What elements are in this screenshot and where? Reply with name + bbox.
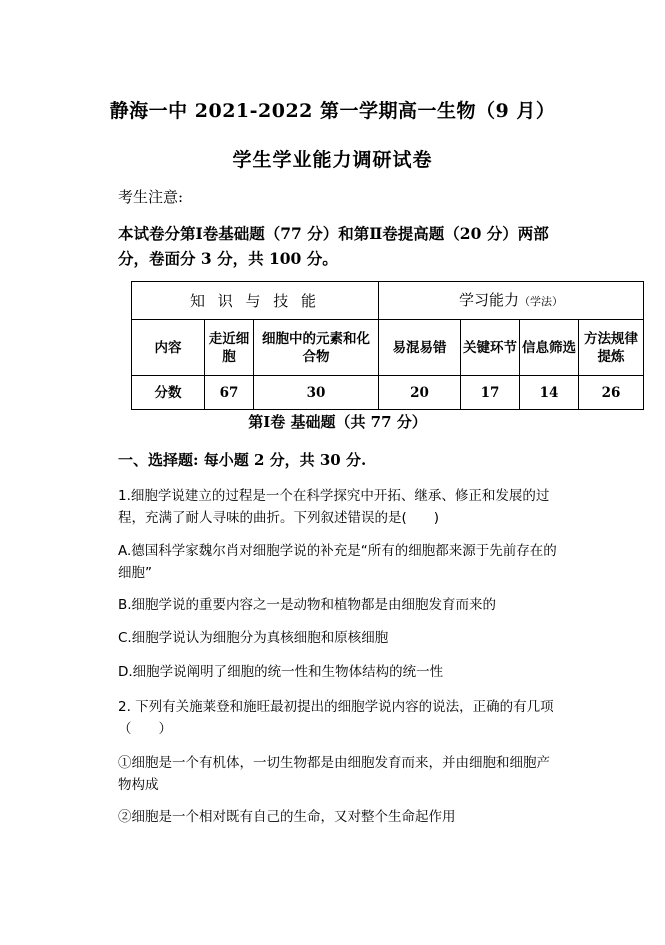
table-row-label-score: 分数 bbox=[132, 376, 205, 410]
notice-label: 考生注意: bbox=[118, 188, 184, 206]
table-score-cell: 14 bbox=[520, 376, 579, 410]
question-1-option-b: B.细胞学说的重要内容之一是动物和植物都是由细胞发育而来的 bbox=[118, 597, 497, 613]
table-score-cell: 67 bbox=[205, 376, 254, 410]
exam-title: 静海一中 2021-2022 第一学期高一生物（9 月） bbox=[109, 100, 556, 122]
section-heading: 一、选择题: 每小题 2 分，共 30 分. bbox=[118, 451, 367, 469]
question-2-statement-2: ②细胞是一个相对既有自己的生命，又对整个生命起作用 bbox=[118, 809, 456, 825]
table-score-cell: 26 bbox=[579, 376, 644, 410]
question-1-option-d: D.细胞学说阐明了细胞的统一性和生物体结构的统一性 bbox=[118, 664, 444, 680]
table-group-knowledge: 知 识 与 技 能 bbox=[132, 282, 379, 320]
question-1: 1.细胞学说建立的过程是一个在科学探究中开拓、继承、修正和发展的过程，充满了耐人寻味的曲折。下列叙述错误的是( ) bbox=[118, 488, 550, 526]
table-header-cell: 细胞中的元素和化合物 bbox=[254, 320, 379, 376]
question-1-option-c: C.细胞学说认为细胞分为真核细胞和原核细胞 bbox=[118, 630, 389, 646]
exam-intro: 本试卷分第Ⅰ卷基础题（77 分）和第Ⅱ卷提高题（20 分）两部分，卷面分 3 分，共 100 分。 bbox=[118, 224, 549, 268]
table-header-cell: 信息筛选 bbox=[520, 320, 579, 376]
question-2-statement-1: ①细胞是一个有机体，一切生物都是由细胞发育而来，并由细胞和细胞产物构成 bbox=[118, 755, 550, 793]
score-distribution-table bbox=[131, 281, 644, 410]
table-header-cell: 关键环节 bbox=[461, 320, 520, 376]
table-group-ability bbox=[379, 282, 644, 320]
table-header-cell: 易混易错 bbox=[379, 320, 461, 376]
table-header-cell: 走近细胞 bbox=[205, 320, 254, 376]
table-header-cell: 方法规律提炼 bbox=[579, 320, 644, 376]
table-score-cell: 17 bbox=[461, 376, 520, 410]
part1-title: 第Ⅰ卷 基础题（共 77 分） bbox=[248, 413, 427, 431]
question-1-option-a: A.德国科学家魏尔肖对细胞学说的补充是“所有的细胞都来源于先前存在的细胞” bbox=[118, 543, 557, 581]
exam-subtitle: 学生学业能力调研试卷 bbox=[232, 149, 433, 171]
question-2: 2. 下列有关施莱登和施旺最初提出的细胞学说内容的说法，正确的有几项（ ） bbox=[118, 699, 554, 737]
table-score-cell: 20 bbox=[379, 376, 461, 410]
table-score-cell: 30 bbox=[254, 376, 379, 410]
table-row-label-content: 内容 bbox=[132, 320, 205, 376]
table-group-ability-note: （学法） bbox=[519, 294, 563, 308]
table-group-ability-label: 学习能力 bbox=[458, 290, 519, 309]
